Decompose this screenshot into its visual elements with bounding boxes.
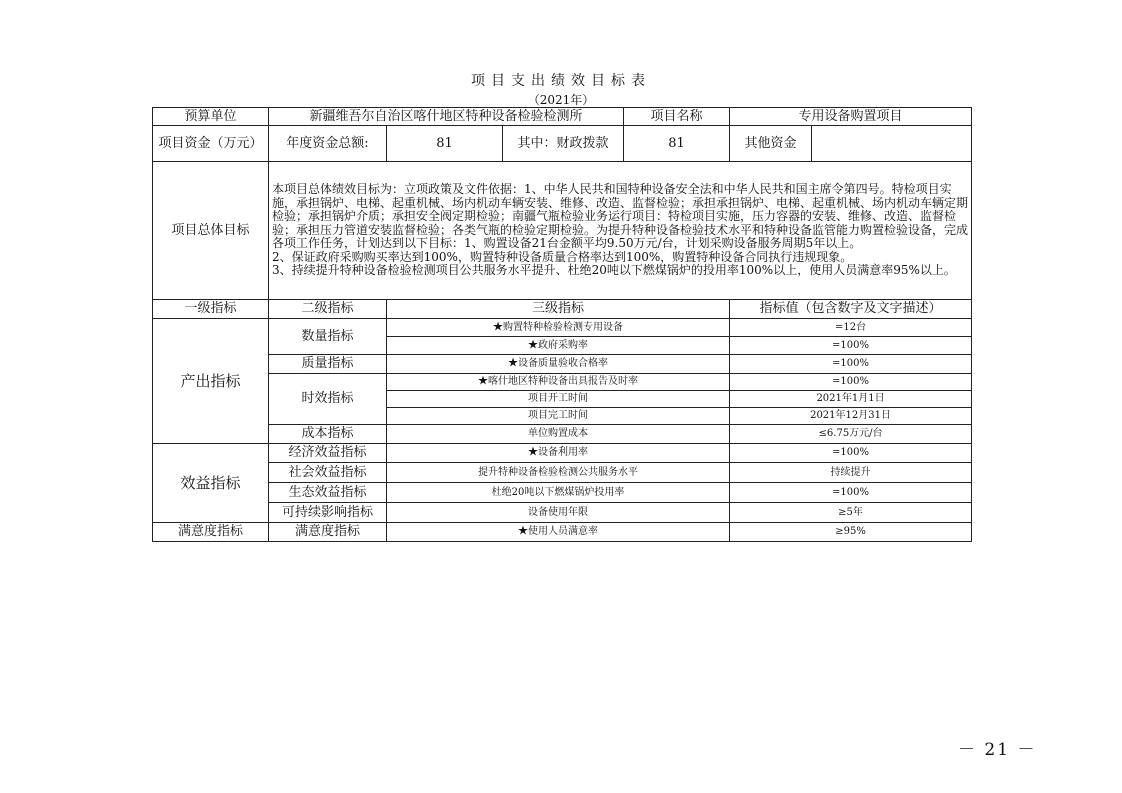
table-row [153,463,972,483]
column-header-row [153,300,972,319]
table-row [153,503,972,523]
indicator-name: 项目完工时间 [387,408,730,425]
indicator-name: 杜绝20吨以下燃煤锅炉投用率 [387,483,730,503]
social-indicator-label: 社会效益指标 [269,463,387,483]
indicator-name: 项目开工时间 [387,391,730,408]
funds-row [153,126,972,162]
annual-total-value: 81 [387,126,503,162]
budget-unit-label: 预算单位 [153,108,269,126]
level2-header: 二级指标 [269,300,387,319]
indicator-value: =100% [730,483,972,503]
satisfaction-sub-label: 满意度指标 [269,523,387,542]
document-year: （2021年） [527,93,595,107]
overall-goal-label: 项目总体目标 [153,162,269,300]
indicator-name: ★使用人员满意率 [387,523,730,542]
indicator-name: 提升特种设备检验检测公共服务水平 [387,463,730,483]
annual-total-label: 年度资金总额: [269,126,387,162]
header-row [153,108,972,126]
economic-indicator-label: 经济效益指标 [269,444,387,463]
overall-goal-text [269,162,972,300]
indicator-value: ≥5年 [730,503,972,523]
ecological-indicator-label: 生态效益指标 [269,483,387,503]
other-funds-value [812,126,972,162]
indicator-value: =12台 [730,319,972,337]
document-title: 项目支出绩效目标表 [471,73,651,89]
indicator-value: =100% [730,374,972,391]
page-number: － 21 － [958,740,1037,760]
project-name-value: 专用设备购置项目 [730,108,972,126]
indicator-value: 2021年12月31日 [730,408,972,425]
quality-indicator-label: 质量指标 [269,355,387,374]
indicator-value: =100% [730,444,972,463]
indicator-name: ★设备利用率 [387,444,730,463]
table-row [153,319,972,337]
project-funds-label: 项目资金（万元） [153,126,269,162]
indicator-value: 2021年1月1日 [730,391,972,408]
indicator-name: ★政府采购率 [387,337,730,355]
level3-header: 三级指标 [387,300,730,319]
table-row [153,523,972,542]
indicator-value: =100% [730,355,972,374]
performance-target-table [152,107,972,542]
fiscal-allocation-value: 81 [624,126,730,162]
table-row [153,355,972,374]
table-row [153,483,972,503]
timeliness-indicator-label: 时效指标 [269,374,387,425]
sustainability-indicator-label: 可持续影响指标 [269,503,387,523]
indicator-value: =100% [730,337,972,355]
output-indicator-label: 产出指标 [153,319,269,444]
project-name-label: 项目名称 [624,108,730,126]
quantity-indicator-label: 数量指标 [269,319,387,355]
satisfaction-indicator-label: 满意度指标 [153,523,269,542]
indicator-name: ★购置特种检验检测专用设备 [387,319,730,337]
value-header: 指标值（包含数字及文字描述） [730,300,972,319]
other-funds-label: 其他资金 [730,126,812,162]
benefit-indicator-label: 效益指标 [153,444,269,523]
table-row [153,374,972,391]
indicator-value: ≥95% [730,523,972,542]
fiscal-allocation-label: 其中：财政拨款 [503,126,624,162]
cost-indicator-label: 成本指标 [269,425,387,444]
table-row [153,444,972,463]
budget-unit-value: 新疆维吾尔自治区喀什地区特种设备检验检测所 [269,108,624,126]
indicator-name: 单位购置成本 [387,425,730,444]
overall-goal-paragraph: 本项目总体绩效目标为：立项政策及文件依据：1、中华人民共和国特种设备安全法和中华人民共和国主席令第四号。特检项目实施，承担锅炉、电梯、起重机械、场内机动车辆安装、维修、改造、监督检验；承担承担锅炉、电梯、起重机械、场内机动车辆定期检验；承担锅炉介质；承担安全阀定期检验；南疆气瓶检验业务运行项目：特检项目实施，压力容器的安装、维修、改造、监督检验；承担压力管道安装监督检验；各类气瓶的检验定期检验。为提升特种设备检验技术水平和特种设备监管能力购置检验设备，完成各项工作任务，计划达到以下目标：1、购置设备21台金额平均9.50万元/台，计划采购设备服务周期5年以上。 2、保证政府采购购买率达到100%，购置特种设备质量合格率达到100%，购置特种设备合同执行违规现象。 3、持续提升特种设备检验检测项目公共服务水平提升、杜绝20吨以下燃煤锅炉的投用率100%以上，使用人员满意率95%以上。 [272,181,969,278]
indicator-name: 设备使用年限 [387,503,730,523]
overall-goal-row [153,162,972,300]
indicator-value: ≤6.75万元/台 [730,425,972,444]
table-row [153,425,972,444]
level1-header: 一级指标 [153,300,269,319]
indicator-name: ★喀什地区特种设备出具报告及时率 [387,374,730,391]
indicator-name: ★设备质量验收合格率 [387,355,730,374]
indicator-value: 持续提升 [730,463,972,483]
